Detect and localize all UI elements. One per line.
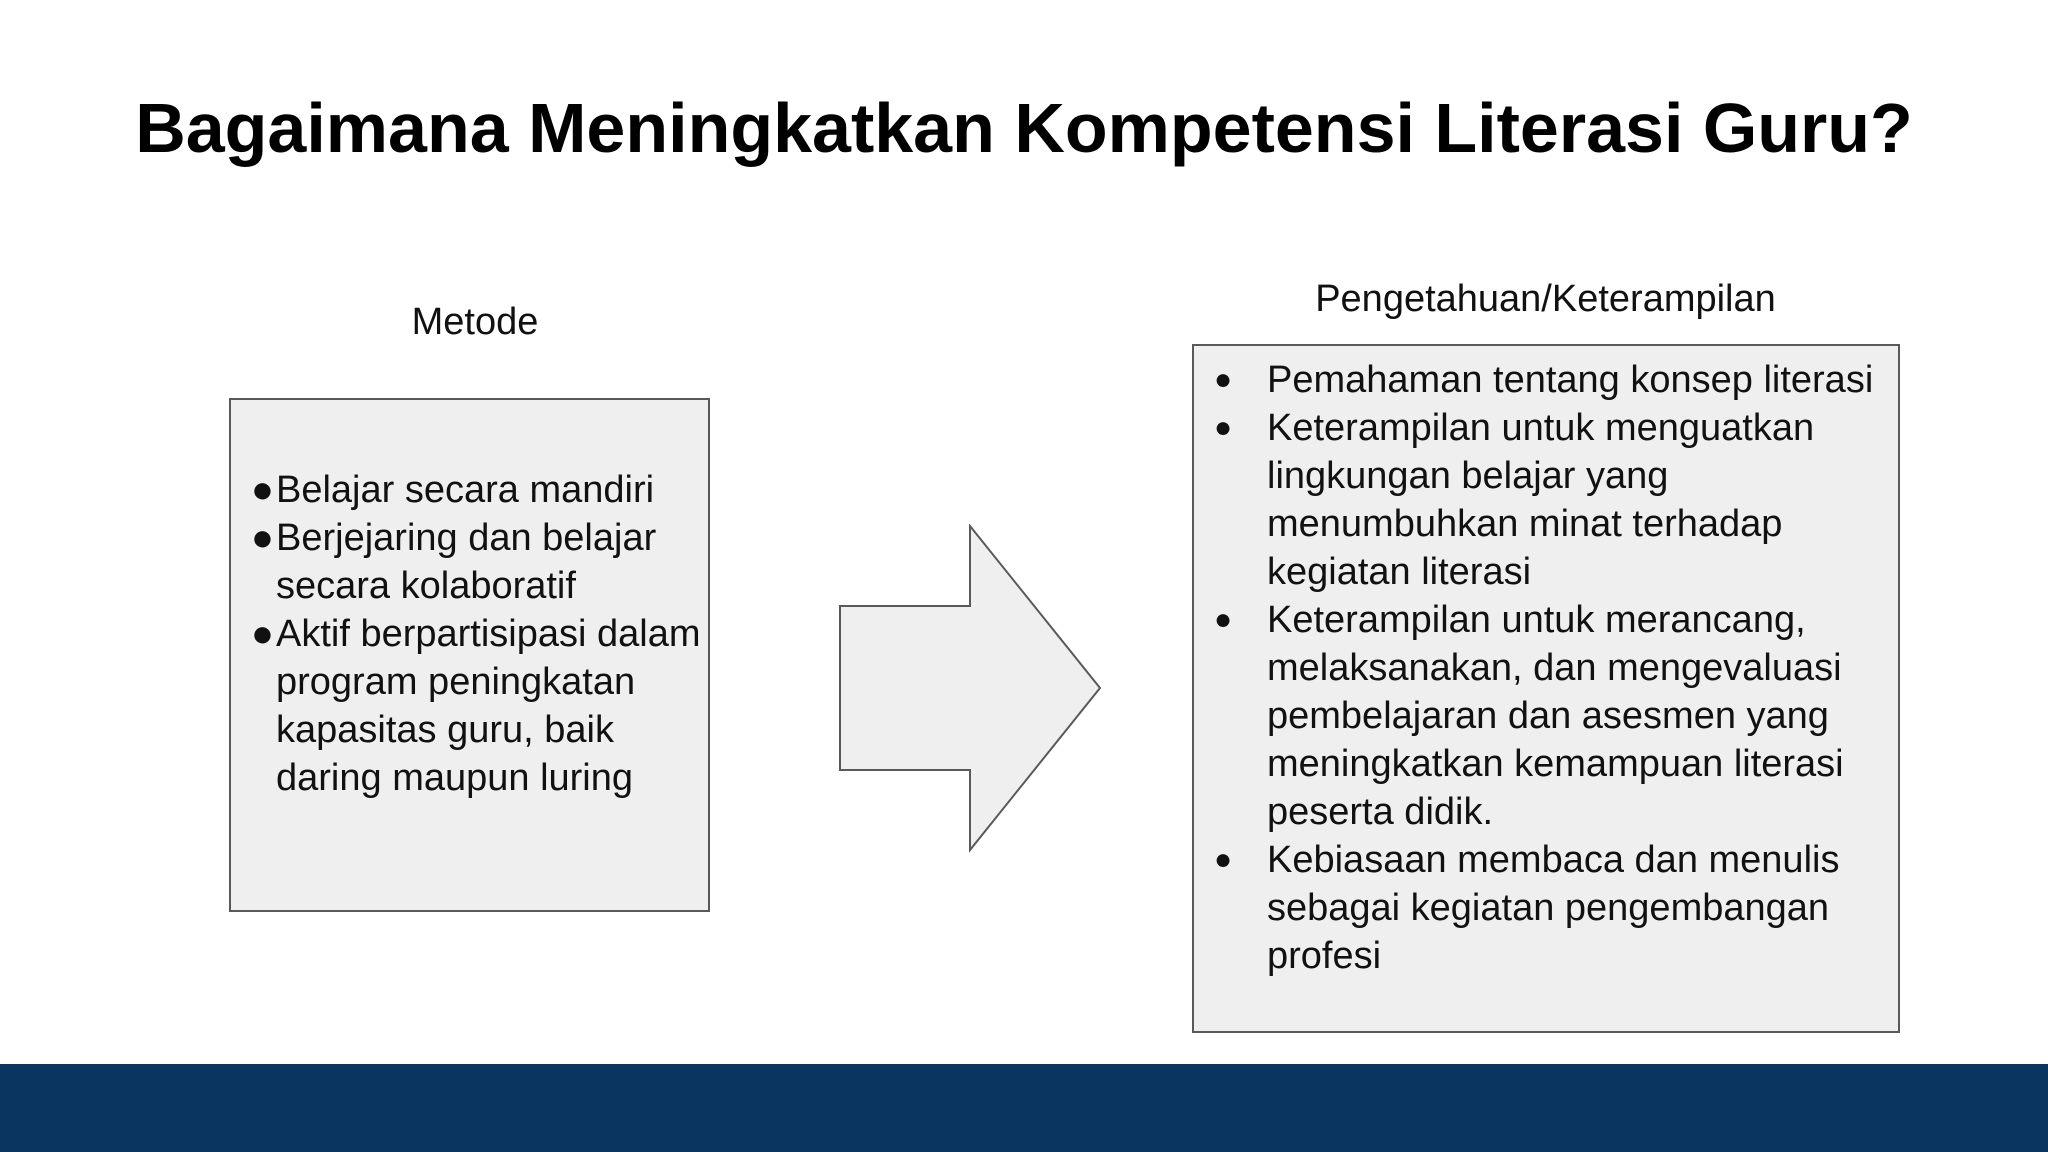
method-item-text: Berjejaring dan belajar secara kolaboratif [276,517,657,607]
method-heading: Metode [411,301,539,343]
bullet-icon: ● [1214,363,1233,396]
skills-item-text: Keterampilan untuk merancang, melaksanakan, dan mengevaluasi pembelajaran dan asesmen yang meningkatkan kemampuan literasi peserta didik. [1267,599,1844,833]
bullet-icon: ● [1214,411,1233,444]
list-item [251,610,701,802]
skills-item-text: Pemahaman tentang konsep literasi [1267,359,1874,401]
bullet-icon: ● [251,469,274,511]
method-list [251,466,701,802]
list-item [251,514,701,610]
skills-box [1192,344,1900,1033]
list-item [1214,836,1884,980]
list-item [1214,356,1884,404]
list-item [251,466,701,514]
footer-bar [0,1064,2048,1152]
right-arrow-icon [838,524,1102,854]
skills-item-text: Kebiasaan membaca dan menulis sebagai kegiatan pengembangan profesi [1267,839,1840,977]
bullet-icon: ● [251,517,274,559]
slide-title: Bagaimana Meningkatkan Kompetensi Literasi Guru? [135,89,1913,167]
bullet-icon: ● [251,613,274,655]
bullet-icon: ● [1214,843,1233,876]
skills-heading: Pengetahuan/Keterampilan [1315,278,1776,320]
list-item [1214,404,1884,596]
list-item [1214,596,1884,836]
method-box [229,398,710,912]
method-item-text: Aktif berpartisipasi dalam program peningkatan kapasitas guru, baik daring maupun luring [276,613,701,799]
method-item-text: Belajar secara mandiri [276,469,655,511]
skills-list [1214,356,1884,980]
skills-item-text: Keterampilan untuk menguatkan lingkungan belajar yang menumbuhkan minat terhadap kegiatan literasi [1267,407,1815,593]
bullet-icon: ● [1214,603,1233,636]
